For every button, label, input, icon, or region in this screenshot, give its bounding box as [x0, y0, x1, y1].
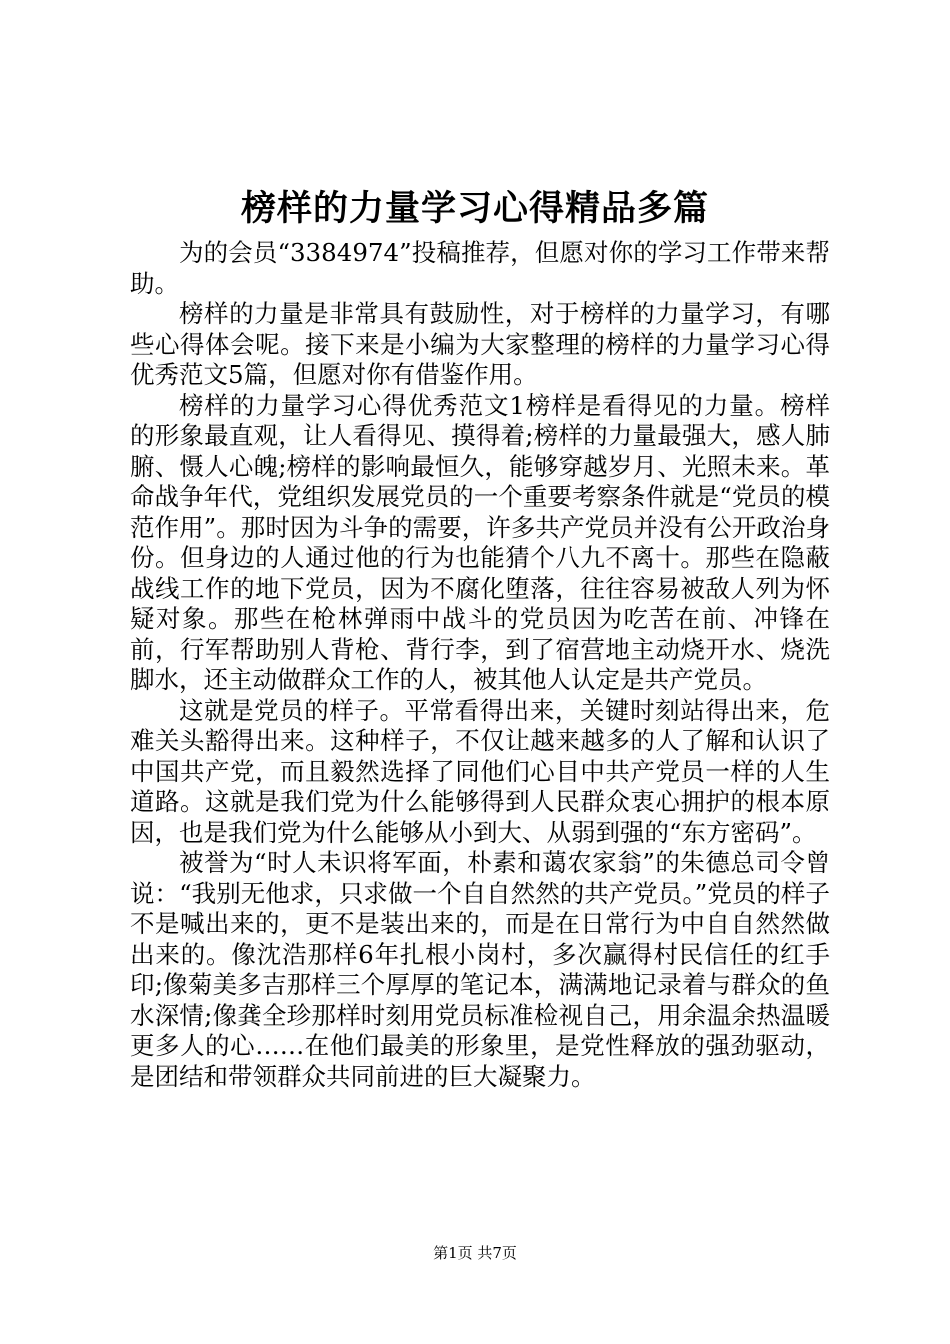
document-title: 榜样的力量学习心得精品多篇	[240, 188, 709, 229]
paragraph-zhu-de-quote: 被誉为“时人未识将军面，朴素和蔼农家翁”的朱德总司令曾说：“我别无他求，只求做一个自自然然的共产党员。”党员的样子不是喊出来的，更不是装出来的，而是在日常行为中自自然然做出来的。像沈浩那样6年扎根小岗村，多次赢得村民信任的红手印;像菊美多吉那样三个厚厚的笔记本，满满地记录着与群众的鱼水深情;像龚全珍那样时刻用党员标准检视自己，用余温余热温暖更多人的心……在他们最美的形象里，是党性释放的强劲驱动，是团结和带领群众共同前进的巨大凝聚力。	[130, 848, 830, 1091]
document-body	[130, 238, 830, 1092]
paragraph-essay-1: 榜样的力量学习心得优秀范文1榜样是看得见的力量。榜样的形象最直观，让人看得见、摸得着;榜样的力量最强大，感人肺腑、慑人心魄;榜样的影响最恒久，能够穿越岁月、光照未来。革命战争年代，党组织发展党员的一个重要考察条件就是“党员的模范作用”。那时因为斗争的需要，许多共产党员并没有公开政治身份。但身边的人通过他的行为也能猜个八九不离十。那些在隐蔽战线工作的地下党员，因为不腐化堕落，往往容易被敌人列为怀疑对象。那些在枪林弹雨中战斗的党员因为吃苦在前、冲锋在前，行军帮助别人背枪、背行李，到了宿营地主动烧开水、烧洗脚水，还主动做群众工作的人，被其他人认定是共产党员。	[130, 390, 830, 694]
paragraph-party-member-example: 这就是党员的样子。平常看得出来，关键时刻站得出来，危难关头豁得出来。这种样子，不仅让越来越多的人了解和认识了中国共产党，而且毅然选择了同他们心目中共产党员一样的人生道路。这就是我们党为什么能够得到人民群众衷心拥护的根本原因，也是我们党为什么能够从小到大、从弱到强的“东方密码”。	[130, 695, 830, 847]
paragraph-intro: 为的会员“3384974”投稿推荐，但愿对你的学习工作带来帮助。	[130, 238, 830, 298]
page-footer: 第1页 共7页	[433, 1244, 517, 1262]
paragraph-summary: 榜样的力量是非常具有鼓励性，对于榜样的力量学习，有哪些心得体会呢。接下来是小编为大家整理的榜样的力量学习心得优秀范文5篇，但愿对你有借鉴作用。	[130, 299, 830, 389]
